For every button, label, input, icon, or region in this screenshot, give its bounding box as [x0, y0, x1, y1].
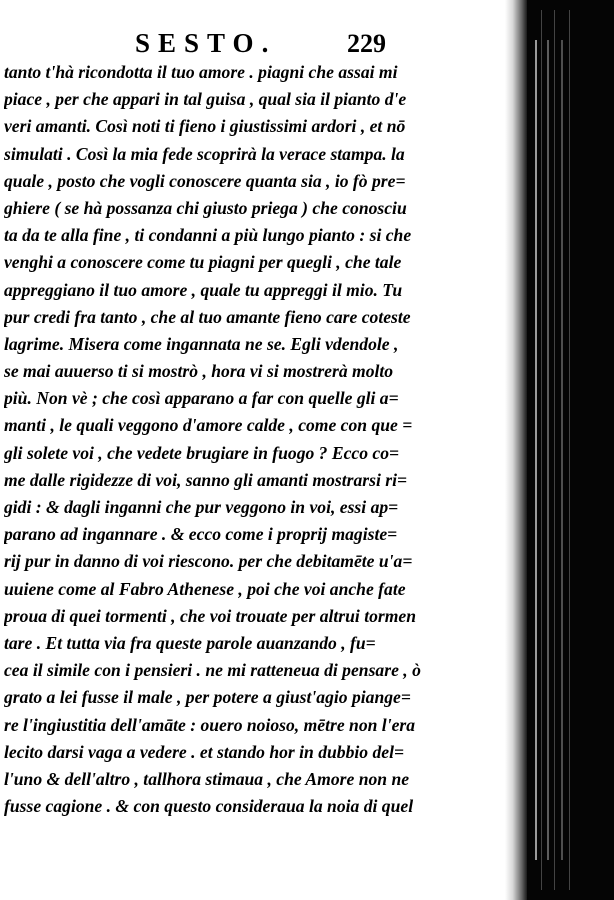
text-line: se mai auuerso ti si mostrò , hora vi si mostrerà molto	[4, 361, 394, 382]
page-edge-line	[561, 40, 563, 860]
text-line: appreggiano il tuo amore , quale tu appreggi il mio. Tu	[4, 279, 403, 300]
page-edge-line	[569, 10, 570, 890]
page-edge-line	[535, 40, 537, 860]
text-line: venghi a conoscere come tu piagni per quegli , che tale	[4, 252, 402, 273]
text-line: quale , posto che vogli conoscere quanta sia , io fò pre=	[4, 170, 406, 191]
text-line: l'uno & dell'altro , tallhora stimaua , che Amore non ne	[4, 768, 410, 789]
text-line: tare . Et tutta via fra queste parole auanzando , fu=	[4, 632, 376, 653]
text-line: parano ad ingannare . & ecco come i proprij magiste=	[4, 524, 398, 545]
text-line: proua di quei tormenti , che voi trouate per altrui tormen	[4, 605, 417, 626]
text-line: uuiene come al Fabro Athenese , poi che voi anche fate	[4, 578, 406, 599]
text-line: pur credi fra tanto , che al tuo amante fieno care coteste	[4, 306, 411, 327]
running-title: SESTO.	[135, 28, 277, 58]
text-line: veri amanti. Così noti ti fieno i giustissimi ardori , et nō	[4, 116, 406, 137]
page-edge-line	[541, 10, 542, 890]
text-line: cea il simile con i pensieri . ne mi ratteneua di pensare , ò	[4, 660, 421, 681]
text-line: manti , le quali veggono d'amore calde , come con que =	[4, 415, 413, 436]
text-line: me dalle rigidezze di voi, sanno gli amanti mostrarsi ri=	[4, 469, 407, 490]
page-edge-line	[554, 10, 555, 890]
text-line: lecito darsi vaga a vedere . et stando hor in dubbio del=	[4, 741, 405, 762]
page-number: 229	[347, 29, 386, 58]
page-edge-stack	[527, 0, 614, 900]
text-line: gli solete voi , che vedete brugiare in fuogo ? Ecco co=	[4, 442, 400, 463]
text-line: tanto t'hà ricondotta il tuo amore . piagni che assai mi	[4, 62, 398, 82]
text-line: più. Non vè ; che così apparano a far con quelle gli a=	[4, 388, 399, 409]
text-line: simulati . Così la mia fede scoprirà la verace stampa. la	[4, 143, 405, 164]
text-line: grato a lei fusse il male , per potere a giust'agio piange=	[4, 687, 411, 708]
text-line: re l'ingiustitia dell'amāte : ouero noioso, mētre non l'era	[4, 714, 416, 735]
text-line: piace , per che appari in tal guisa , qual sia il pianto d'e	[4, 89, 407, 110]
text-line: ta da te alla fine , ti condanni a più lungo pianto : si che	[4, 225, 412, 246]
text-line: gidi : & dagli inganni che pur veggono in voi, essi ap=	[4, 497, 399, 517]
text-line: lagrime. Misera come ingannata ne se. Egli vdendole ,	[4, 333, 399, 354]
text-line: rij pur in danno di voi riescono. per che debitamēte u'a=	[4, 551, 413, 572]
text-line: ghiere ( se hà possanza chi giusto priega ) che conosciu	[4, 197, 407, 218]
page-edge-line	[547, 40, 549, 860]
text-line: fusse cagione . & con questo consideraua la noia di quel	[4, 796, 414, 817]
body-text	[0, 59, 516, 820]
running-head	[0, 28, 505, 58]
